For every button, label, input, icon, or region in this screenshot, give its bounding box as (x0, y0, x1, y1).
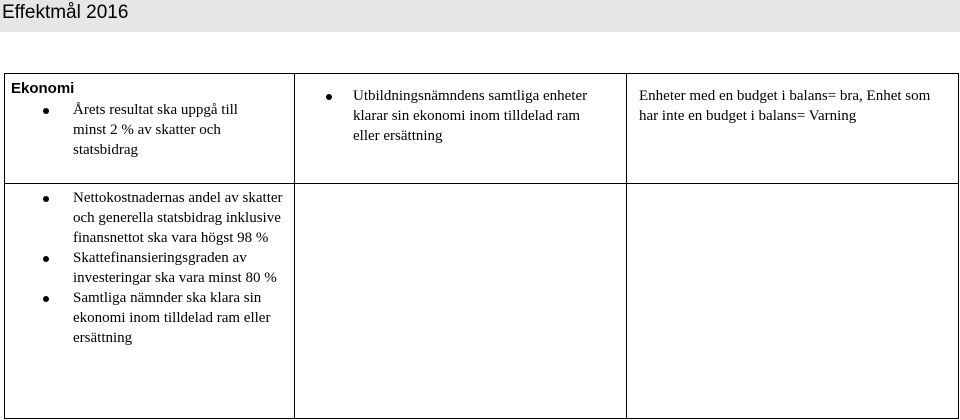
indicators-cell (5, 184, 295, 419)
list-item (73, 100, 274, 160)
indicator-text: Skattefinansieringsgraden av investeringar ska vara minst 80 % (73, 250, 277, 286)
list-item (73, 188, 284, 248)
indicator-list (5, 184, 294, 348)
bullet-icon (326, 94, 332, 100)
list-item (73, 248, 284, 288)
status-text: Enheter med en budget i balans= bra, Enhet som har inte en budget i balans= Varning (639, 88, 931, 124)
empty-cell (627, 184, 959, 419)
goal-text: Årets resultat ska uppgå till minst 2 % av skatter och statsbidrag (73, 102, 238, 158)
table-row (5, 74, 959, 184)
indicator-text: Nettokostnadernas andel av skatter och generella statsbidrag inklusive finansnettot ska vara högst 98 % (73, 190, 283, 246)
unit-list (295, 74, 626, 146)
bullet-icon (43, 296, 49, 302)
goal-list (5, 98, 294, 160)
empty-cell (295, 184, 627, 419)
bullet-icon (43, 108, 49, 114)
unit-text: Utbildningsnämndens samtliga enheter klarar sin ekonomi inom tilldelad ram eller ersättning (353, 88, 588, 144)
bullet-icon (43, 256, 49, 262)
list-item (353, 86, 606, 146)
bullet-icon (43, 196, 49, 202)
page-title: Effektmål 2016 (0, 0, 960, 32)
indicator-text: Samtliga nämnder ska klara sin ekonomi inom tilldelad ram eller ersättning (73, 290, 271, 346)
table-row (5, 184, 959, 419)
goal-cell (5, 74, 295, 184)
list-item (73, 288, 284, 348)
units-cell (295, 74, 627, 184)
effect-goals-table (4, 73, 959, 419)
status-cell (627, 74, 959, 184)
section-heading: Ekonomi (11, 80, 75, 97)
